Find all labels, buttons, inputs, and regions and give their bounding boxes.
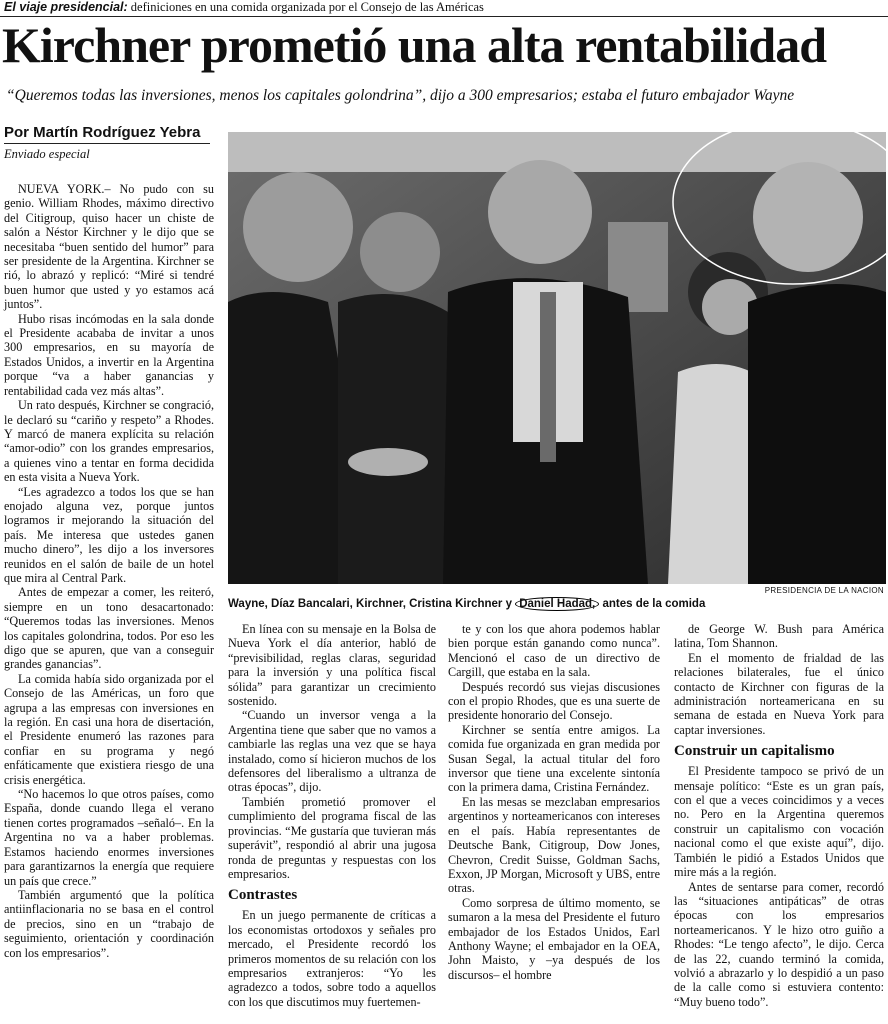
caption-circled-name: Daniel Hadad, xyxy=(515,597,599,611)
article-paragraph: Un rato después, Kirchner se congració, le declaró su “cariño y respeto” a Rhodes. Y marcó de manera explícita su relación “amor-odio” con los grandes empresarios, a quienes vino a tentar en forma decidida en esta visita a Nueva York. xyxy=(4,398,214,485)
article-paragraph: de George W. Bush para América latina, Tom Shannon. xyxy=(674,622,884,651)
author-role: Enviado especial xyxy=(4,147,90,161)
article-paragraph: “Les agradezco a todos los que se han enojado alguna vez, porque juntos logramos ir mejorando la situación del país. Me interesa que ustedes ganen mucho dinero”, les dijo a los inversores reunidos en el salón de baile de un hotel que mira al Central Park. xyxy=(4,484,214,585)
article-paragraph: “No hacemos lo que otros países, como España, donde cuando llega el verano tienen cortes programados –señaló–. En la Argentina no va a haber problemas. Estamos haciendo enormes inversiones para garantizarnos la energía que requiere un país que crece.” xyxy=(4,787,214,888)
caption-end: antes de la comida xyxy=(602,598,706,610)
article-paragraph: En las mesas se mezclaban empresarios argentinos y norteamericanos con intereses en el país. Había representantes de Deutsche Bank, Citigroup, Dow Jones, Chevron, Credit Suisse, Goldman Sachs, Exxon, JP Morgan, Microsoft y UBS, entre otras. xyxy=(448,794,660,896)
article-paragraph: Antes de sentarse para comer, recordó las “situaciones antipáticas” de otras épocas con los empresarios norteamericanos. Y le hizo otro guiño a Rhodes: “Le tengo afecto”, le dijo. Cerca de las 22, cuando terminó la comida, volvió a abrazarlo y lo despidió a un paso de la calle como si estuviera contento: “Muy bueno todo”. xyxy=(674,879,884,1009)
section-subheading: Construir un capitalismo xyxy=(674,743,835,760)
article-paragraph: También prometió promover el cumplimiento del programa fiscal de las provincias. “Me gustaría que tuvieran más superávit”, respondió al abrir una jugosa ronda de preguntas y respuestas con los empresarios. xyxy=(228,794,436,881)
photo-credit: PRESIDENCIA DE LA NACION xyxy=(764,586,884,595)
article-paragraph: El Presidente tampoco se privó de un mensaje político: “Este es un gran país, con el que a veces coincidimos y a veces no. Pero en la Argentina queremos construir un capitalismo con vocación nacional como el que existe aquí”, dijo. También le pidió a Estados Unidos que mire más a la región. xyxy=(674,764,884,880)
article-column-2 xyxy=(228,622,436,1009)
section-subheading: Contrastes xyxy=(228,887,298,904)
deck: “Queremos todas las inversiones, menos los capitales golondrina”, dijo a 300 empresarios; estaba el futuro embajador Wayne xyxy=(6,87,795,104)
byline-rule xyxy=(4,143,210,144)
article-paragraph: NUEVA YORK.– No pudo con su genio. William Rhodes, máximo directivo del Citigroup, quiso hacer un chiste de salón a Néstor Kirchner y le dijo que se necesitaba “buen sentido del humor” para ser presidente de la Argentina. Kirchner se rió, lo abrazó y replicó: “Miré si tendré buen humor que usted y yo estamos acá juntos”. xyxy=(4,182,214,312)
article-paragraph: En el momento de frialdad de las relaciones bilaterales, fue el único contacto de Kirchner con figuras de la administración norteamericana en su semana de estada en Nueva York para captar inversiones. xyxy=(674,650,884,737)
article-paragraph: Hubo risas incómodas en la sala donde el Presidente acababa de invitar a unos 300 empresarios, en su mayoría de Estados Unidos, a invertir en la Argentina porque “va a haber ganancias y rentabilidad cada vez más altas”. xyxy=(4,311,214,398)
article-paragraph: En un juego permanente de críticas a los economistas ortodoxos y señales pro mercado, el Presidente recordó los primeros momentos de su relación con los empresarios extranjeros: “Yo les agradezco a todos, sobre todo a aquellos con los que discutimos muy fuertemen- xyxy=(228,908,436,1009)
article-paragraph: Antes de empezar a comer, les reiteró, siempre en un tono desacartonado: “Queremos todas las inversiones. Menos los capitales golondrina, todos. Por eso les digo que se apuren, que van a conseguir grandes ganancias”. xyxy=(4,585,214,672)
article-paragraph: Como sorpresa de último momento, se sumaron a la mesa del Presidente el futuro embajador de los Estados Unidos, Earl Anthony Wayne; el embajador en la OEA, John Maisto, y –ya después de los discursos– el hombre xyxy=(448,895,660,982)
kicker-text: definiciones en una comida organizada por el Consejo de las Américas xyxy=(130,0,484,14)
article-column-4 xyxy=(674,622,884,1009)
article-column-1 xyxy=(4,182,214,960)
kicker-section: El viaje presidencial: xyxy=(4,0,128,14)
article-paragraph: También argumentó que la política antiinflacionaria no se basa en el control de precios, sino en un “trabajo de seguimiento, orientación y coordinación con los empresarios”. xyxy=(4,887,214,960)
article-paragraph: Kirchner se sentía entre amigos. La comida fue organizada en gran medida por Susan Segal, la actual titular del foro inversor que tiene una excelente sintonía con la primera dama, Cristina Fernández. xyxy=(448,722,660,795)
photo-caption xyxy=(228,596,705,612)
photo-illustration xyxy=(228,132,886,584)
article-paragraph: En línea con su mensaje en la Bolsa de Nueva York el día anterior, habló de “previsibilidad, reglas claras, seguridad para la inversión y una política fiscal sólida” para garantizar un crecimiento sostenido. xyxy=(228,622,436,709)
article-column-3 xyxy=(448,622,660,982)
headline: Kirchner prometió una alta rentabilidad xyxy=(2,17,827,73)
article-paragraph: te y con los que ahora podemos hablar bien porque están ganando como nunca”. Mencionó el caso de un directivo de Cargill, que estaba en la sala. xyxy=(448,622,660,680)
article-paragraph: “Cuando un inversor venga a la Argentina tiene que saber que no vamos a cambiarle las reglas una vez que se haya instalado, como sí hicieron muchos de los defensores del liberalismo a ultranza de otras épocas”, dijo. xyxy=(228,708,436,795)
news-photo xyxy=(228,132,886,584)
kicker xyxy=(4,0,484,15)
article-paragraph: Después recordó sus viejas discusiones con el propio Rhodes, que es una suerte de presidente honorario del Consejo. xyxy=(448,679,660,723)
caption-names: Wayne, Díaz Bancalari, Kirchner, Cristina Kirchner y xyxy=(228,598,512,610)
byline: Por Martín Rodríguez Yebra xyxy=(4,124,201,141)
article-paragraph: La comida había sido organizada por el Consejo de las Américas, un foro que agrupa a las empresas con inversiones en la región. En casi una hora de disertación, el Presidente enumeró las razones para confiar en su programa y negó enfáticamente que existiera riesgo de una crisis energética. xyxy=(4,671,214,787)
